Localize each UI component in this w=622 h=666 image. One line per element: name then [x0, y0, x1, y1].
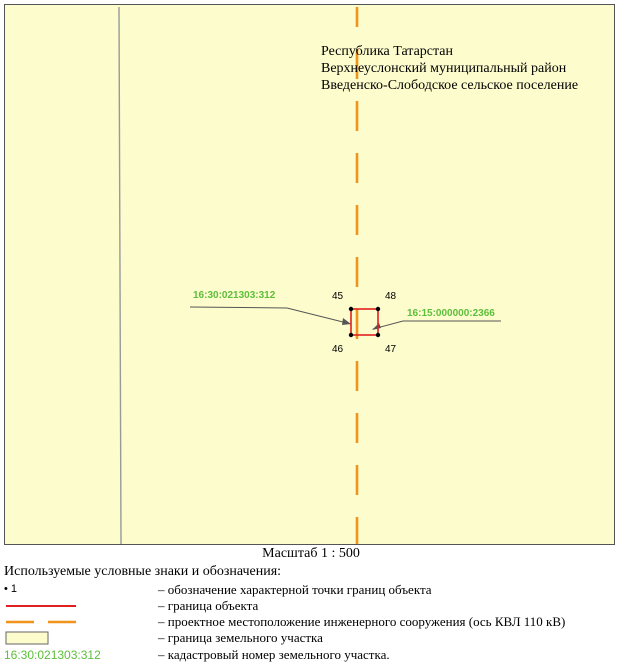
map-frame	[4, 4, 615, 545]
region-label	[321, 43, 578, 94]
point-47-marker	[376, 333, 380, 337]
cadastral-label-right: 16:15:000000:2366	[407, 308, 495, 319]
legend-row-point	[4, 582, 614, 598]
legend-point-desc: – обозначение характерной точки границ объекта	[158, 582, 432, 597]
point-46-marker	[349, 333, 353, 337]
leader-arrow-left	[342, 318, 351, 325]
legend-row-cadastral	[4, 647, 614, 663]
cadastral-sample-text: 16:30:021303:312	[4, 648, 101, 662]
point-label-47: 47	[385, 344, 397, 355]
legend-cadastral-desc: – кадастровый номер земельного участка.	[158, 647, 390, 662]
point-label-48: 48	[385, 291, 397, 302]
point-48-marker	[376, 307, 380, 311]
legend-axis-desc: – проектное местоположение инженерного сооружения (ось КВЛ 110 кВ)	[158, 614, 566, 629]
legend-parcel-desc: – граница земельного участка	[158, 630, 323, 645]
legend-row-parcel	[4, 630, 614, 646]
legend-axis-symbol	[4, 614, 154, 630]
region-settlement: Введенско-Слободское сельское поселение	[321, 78, 579, 93]
legend-boundary-desc: – граница объекта	[158, 598, 259, 613]
leader-line-right	[373, 321, 501, 329]
parcel-boundary-vertical	[119, 7, 121, 544]
region-district: Верхнеуслонский муниципальный район	[321, 61, 567, 76]
legend-title: Используемые условные знаки и обозначения:	[4, 564, 282, 579]
point-45-marker	[349, 307, 353, 311]
legend-row-axis	[4, 614, 614, 630]
object-boundary	[351, 309, 378, 335]
point-label-45: 45	[332, 291, 344, 302]
leader-line-left	[190, 307, 351, 324]
point-symbol-text: • 1	[4, 583, 18, 595]
legend-parcel-symbol	[4, 630, 154, 646]
legend-cadastral-symbol	[4, 647, 154, 663]
legend-row-boundary	[4, 598, 614, 614]
point-label-46: 46	[332, 344, 344, 355]
map-scale: Масштаб 1 : 500	[262, 546, 360, 561]
legend-point-symbol	[4, 582, 154, 598]
region-republic: Республика Татарстан	[321, 44, 454, 59]
leader-arrow-right	[372, 323, 381, 330]
legend-boundary-symbol	[4, 598, 154, 614]
cadastral-label-left: 16:30:021303:312	[193, 290, 276, 301]
